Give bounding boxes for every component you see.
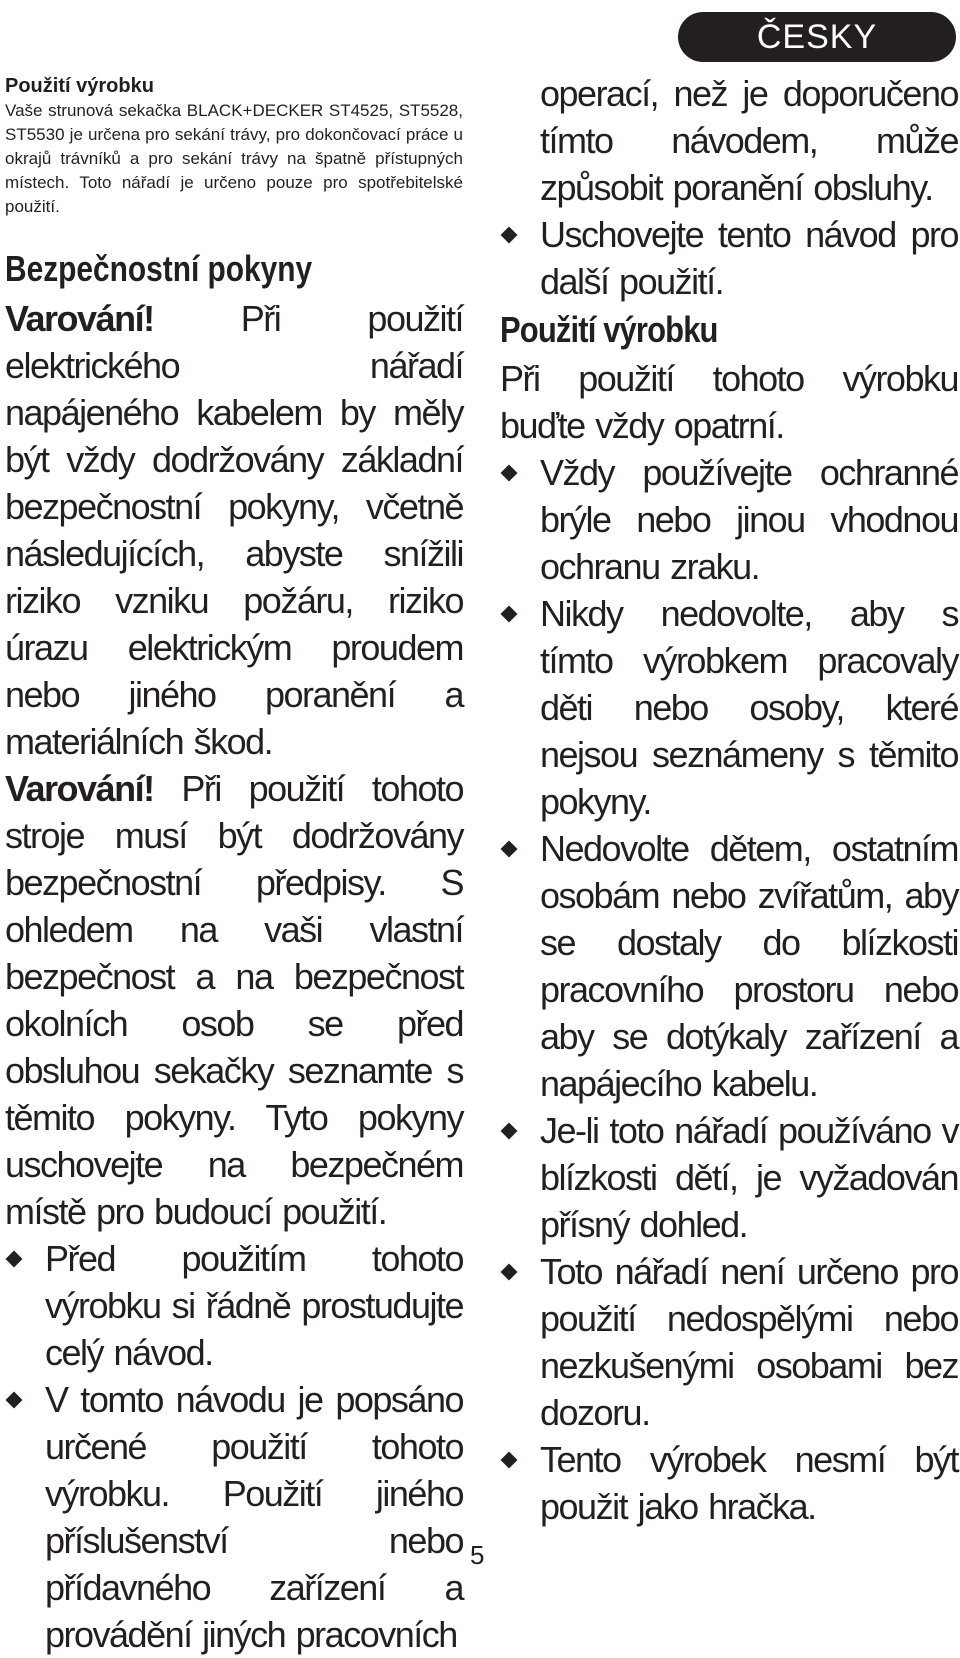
list-item: Toto nářadí není určeno pro použití nedospělými nebo nezkušenými osobami bez dozoru. xyxy=(500,1248,958,1436)
diamond-bullet-icon xyxy=(501,1123,518,1140)
diamond-bullet-icon xyxy=(501,465,518,482)
list-item: Nikdy nedovolte, aby s tímto výrobkem pracovaly děti nebo osoby, které nejsou seznámeny s těmito pokyny. xyxy=(500,590,958,825)
warning-text: Při použití tohoto stroje musí být dodržovány bezpečnostní předpisy. S ohledem na vaši vlastní bezpečnost a na bezpečnost okolních osob se před obsluhou sekačky seznamte s těmito pokyny. Tyto pokyny uschovejte na bezpečném místě pro budoucí použití. xyxy=(5,768,463,1232)
list-item: Je-li toto nářadí používáno v blízkosti dětí, je vyžadován přísný dohled. xyxy=(500,1107,958,1248)
warning-label: Varování! xyxy=(5,298,154,339)
page-number: 5 xyxy=(470,1540,485,1570)
right-top-bullet-list xyxy=(500,211,958,305)
list-item: V tomto návodu je popsáno určené použití tohoto výrobku. Použití jiného příslušenství nebo přídavného zařízení a provádění jiných pracovních xyxy=(5,1376,463,1658)
diamond-bullet-icon xyxy=(501,606,518,623)
warning-text: Při použití elektrického nářadí napájeného kabelem by měly být vždy dodržovány základní bezpečnostní pokyny, včetně následujících, abyste snížili riziko vzniku požáru, riziko úrazu elektrickým proudem nebo jiného poranění a materiálních škod. xyxy=(5,298,463,762)
diamond-bullet-icon xyxy=(6,1392,23,1409)
intro-text: Vaše strunová sekačka BLACK+DECKER ST4525, ST5528, ST5530 je určena pro sekání trávy, pro dokončovací práce u okrajů trávníků a pro sekání trávy na špatně přístupných místech. Toto nářadí je určeno pouze pro spotřebitelské použití. xyxy=(5,101,463,216)
diamond-bullet-icon xyxy=(501,1452,518,1469)
left-column xyxy=(5,70,463,1658)
usage-heading: Použití výrobku xyxy=(500,309,718,350)
usage-text: Při použití tohoto výrobku buďte vždy opatrní. xyxy=(500,358,958,446)
left-bullet-list xyxy=(5,1235,463,1658)
diamond-bullet-icon xyxy=(501,227,518,244)
diamond-bullet-icon xyxy=(501,1264,518,1281)
continuation-text: operací, než je doporučeno tímto návodem, může způsobit poranění obsluhy. xyxy=(540,73,958,208)
diamond-bullet-icon xyxy=(6,1251,23,1268)
intro-title: Použití výrobku xyxy=(5,75,154,97)
right-bullet-list xyxy=(500,449,958,1530)
warning-paragraph-1 xyxy=(5,295,463,765)
list-item: Před použitím tohoto výrobku si řádně prostudujte celý návod. xyxy=(5,1235,463,1376)
diamond-bullet-icon xyxy=(501,841,518,858)
safety-heading: Bezpečnostní pokyny xyxy=(5,248,313,289)
list-item: Vždy používejte ochranné brýle nebo jinou vhodnou ochranu zraku. xyxy=(500,449,958,590)
warning-label: Varování! xyxy=(5,768,154,809)
language-tab: ČESKY xyxy=(678,12,956,62)
list-item: Tento výrobek nesmí být použit jako hračka. xyxy=(500,1436,958,1530)
list-item: Uschovejte tento návod pro další použití. xyxy=(500,211,958,305)
warning-paragraph-2 xyxy=(5,765,463,1235)
list-item: Nedovolte dětem, ostatním osobám nebo zvířatům, aby se dostaly do blízkosti pracovního prostoru nebo aby se dotýkaly zařízení a napájecího kabelu. xyxy=(500,825,958,1107)
right-column xyxy=(500,70,958,1530)
